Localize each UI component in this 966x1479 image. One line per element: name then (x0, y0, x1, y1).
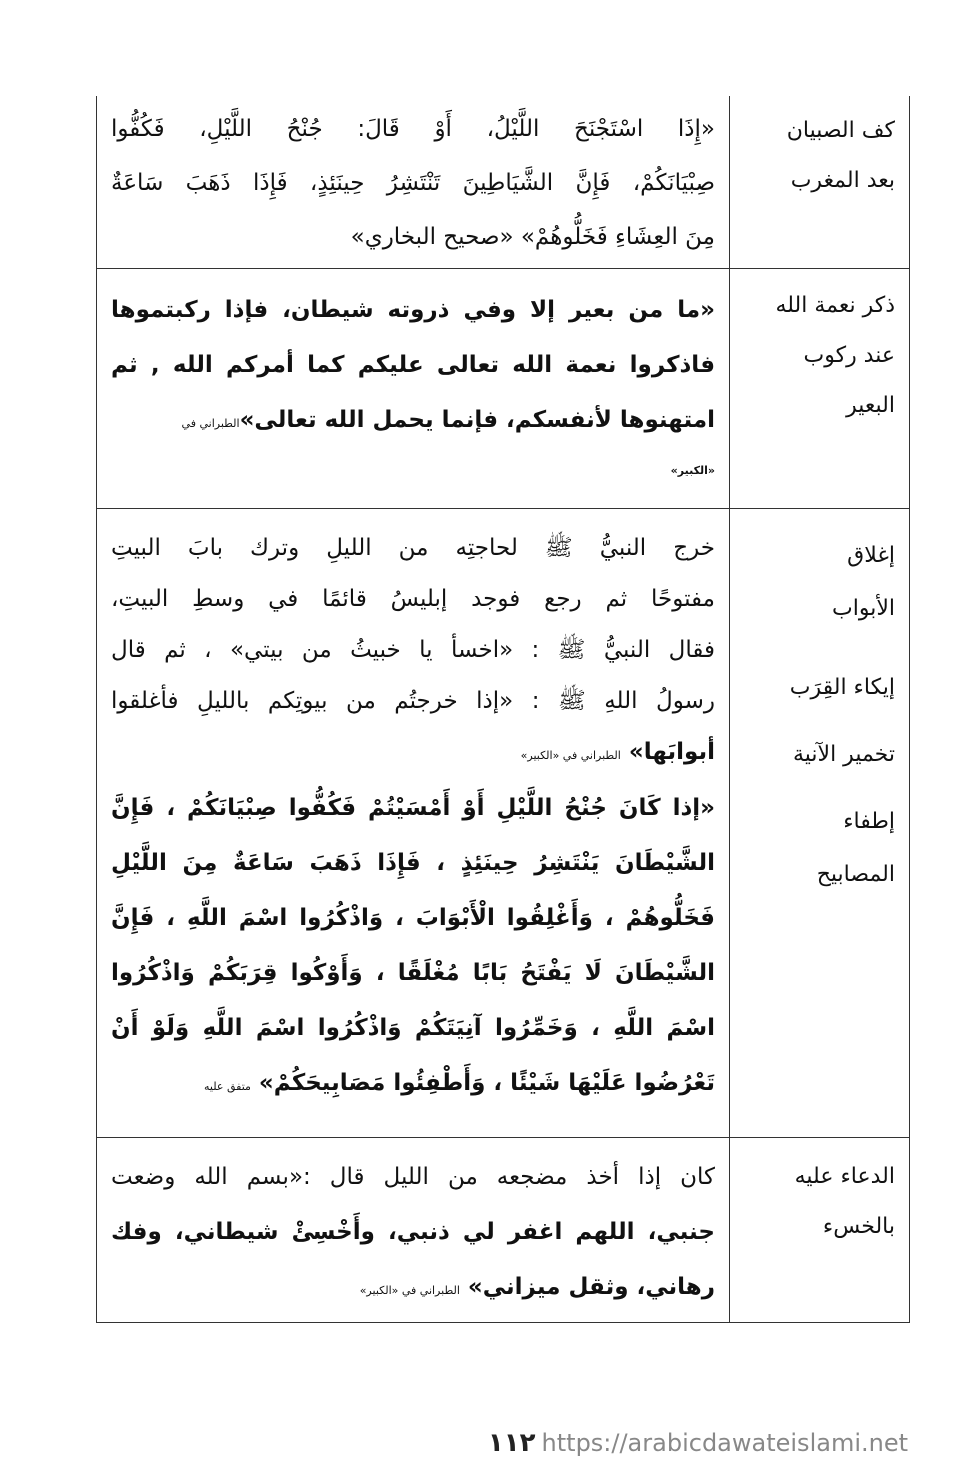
text-line: كان إذا أخذ مضجعه من الليل قال :«بسم الله وضعت (111, 1164, 715, 1190)
text-line: جنبي، اللهم اغفر لي ذنبي، وأَخْسِئْ شيطاني، وفك (111, 1219, 715, 1245)
text-line: اسْمَ اللَّهِ ، وَخَمِّرُوا آنِيَتَكُمْ وَاذْكُرُوا اسْمَ اللَّهِ وَلَوْ أَنْ (111, 1015, 715, 1041)
source-citation: الطبراني في (181, 417, 240, 430)
topic-line: إغلاق (847, 543, 895, 568)
text-line: مِنَ العِشَاءِ فَخَلُّوهُمْ» «صحيح البخاري» (350, 224, 715, 250)
text-line: مفتوحًا ثم رجع فوجد إبليسُ قائمًا في وسطِ البيتِ، (111, 586, 715, 612)
text-line: فقال النبيُّ ﷺ : «اخسأ يا خبيثُ من بيتي» ، ثم قال (111, 637, 715, 663)
topic-line: المصابيح (816, 862, 895, 887)
source-citation: متفق عليه (204, 1080, 251, 1093)
source-citation: الطبراني في «الكبير» (359, 1284, 460, 1297)
table-row (97, 509, 909, 1138)
page-number: ١١٢ (487, 1428, 536, 1458)
text-line: «ما من بعير إلا وفي ذروته شيطان، فإذا ركبتموها (111, 297, 715, 323)
topic-line: بالخسء (822, 1214, 895, 1239)
row-text (97, 1138, 729, 1322)
source-citation: «الكبير» (670, 464, 715, 477)
topic-line: إطفاء (843, 809, 895, 834)
topic-line: بعد المغرب (790, 168, 895, 193)
text-line: خرج النبيُّ ﷺ لحاجتِه من الليلِ وترك بابَ البيتِ (111, 535, 715, 561)
table-row (97, 96, 909, 269)
topic-line: إيكاء القِرَب (789, 675, 895, 700)
text-segment: تَعْرُضُوا عَلَيْهَا شَيْئًا ، وَأَطْفِئُوا مَصَابِيحَكُمْ» (258, 1070, 715, 1096)
text-line (111, 1056, 715, 1114)
row-text (97, 96, 729, 268)
text-segment: أبوابَها» (628, 739, 715, 765)
row-text (97, 509, 729, 1137)
text-line: فاذكروا نعمة الله تعالى عليكم كما أمركم الله , ثم (111, 352, 715, 378)
topic-line: ذكر نعمة الله (775, 293, 895, 318)
source-citation: الطبراني في «الكبير» (520, 749, 621, 762)
text-line: «إِذَا اسْتَجْنَحَ اللَّيْلُ، أَوْ قَالَ: جُنْحُ اللَّيْلِ، فَكُفُّوا (111, 116, 715, 142)
topic-line: كف الصبيان (786, 118, 895, 143)
topic-line: تخمير الآنية (792, 742, 895, 767)
row-topic (729, 96, 909, 268)
text-line: «إذا كَانَ جُنْحُ اللَّيْلِ أَوْ أَمْسَيْتُمْ فَكُفُّوا صِبْيَانَكُمْ ، فَإِنَّ (111, 795, 715, 821)
row-topic (729, 509, 909, 1137)
table-row (97, 269, 909, 509)
text-line: صِبْيَانَكُمْ، فَإِنَّ الشَّيَاطِينَ تَنْتَشِرُ حِينَئِذٍ، فَإِذَا ذَهَبَ سَاعَةٌ (111, 170, 715, 196)
text-line (111, 727, 715, 781)
table-row (97, 1138, 909, 1323)
text-line (111, 1260, 715, 1318)
row-text (97, 269, 729, 508)
row-topic (729, 269, 909, 508)
text-segment: امتهنوها لأنفسكم، فإنما يحمل الله تعالى» (239, 407, 715, 433)
topic-line: البعير (846, 393, 895, 418)
text-line: الشَّيْطَانَ لَا يَفْتَحُ بَابًا مُغْلَقًا ، وَأَوْكُوا قِرَبَكُمْ وَاذْكُرُوا (111, 960, 715, 986)
text-line: فَخَلُّوهُمْ ، وَأَغْلِقُوا الْأَبْوَابَ ، وَاذْكُرُوا اسْمَ اللَّهِ ، فَإِنَّ (111, 905, 715, 931)
row-topic (729, 1138, 909, 1322)
topic-line: الأبواب (832, 596, 895, 621)
topic-line: الدعاء عليه (794, 1164, 895, 1189)
hadith-table (96, 96, 910, 1323)
page-footer (488, 1428, 908, 1458)
website-url[interactable]: https://arabicdawateislami.net (541, 1429, 908, 1457)
text-line: رسولُ اللهِ ﷺ : «إذا خرجتُم من بيوتِكم بالليلِ فأغلقوا (111, 688, 715, 714)
text-line (111, 393, 715, 451)
text-segment: رهاني، وثقل ميزاني» (467, 1274, 715, 1300)
text-line: الشَّيْطَانَ يَنْتَشِرُ حِينَئِذٍ ، فَإِذَا ذَهَبَ سَاعَةٌ مِنَ اللَّيْلِ (111, 850, 715, 876)
topic-line: عند ركوب (803, 343, 895, 368)
